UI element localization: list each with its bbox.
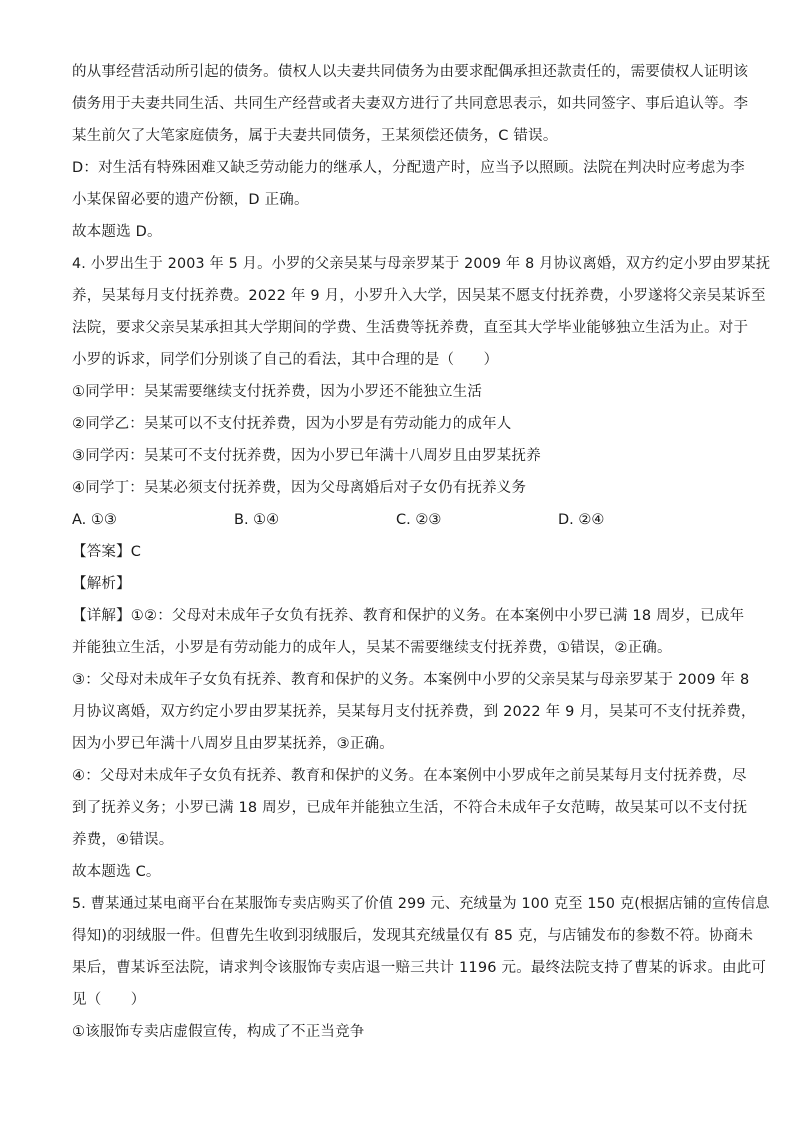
q4-analysis-line: 养费，④错误。 (72, 832, 174, 848)
q5-stem: 得知)的羽绒服一件。但曹先生收到羽绒服后，发现其充绒量仅有 85 克，与店铺发布的参数不符。协商未 (72, 928, 754, 944)
text-line: 小某保留必要的遗产份额，D 正确。 (72, 192, 309, 208)
text-line: 债务用于夫妻共同生活、共同生产经营或者夫妻双方进行了共同意思表示，如共同签字、事后追认等。李 (72, 96, 749, 112)
q4-analysis-line: 【详解】①②：父母对未成年子女负有抚养、教育和保护的义务。在本案例中小罗已满 18 周岁，已成年 (72, 608, 745, 624)
q4-stem: 养，吴某每月支付抚养费。2022 年 9 月，小罗升入大学，因吴某不愿支付抚养费，小罗遂将父亲吴某诉至 (72, 288, 766, 304)
q4-stem: 法院，要求父亲吴某承担其大学期间的学费、生活费等抚养费，直至其大学毕业能够独立生活为止。对于 (72, 320, 749, 336)
q4-analysis-line: 月协议离婚，双方约定小罗由罗某抚养，吴某每月支付抚养费，到 2022 年 9 月，吴某可不支付抚养费， (72, 704, 756, 720)
q4-analysis-line: 因为小罗已年满十八周岁且由罗某抚养，③正确。 (72, 736, 394, 752)
q4-analysis-title: 【解析】 (72, 576, 131, 592)
q4-analysis-line: ④：父母对未成年子女负有抚养、教育和保护的义务。在本案例中小罗成年之前吴某每月支付抚养费，尽 (72, 768, 747, 784)
q5-stem: 果后，曹某诉至法院，请求判令该服饰专卖店退一赔三共计 1196 元。最终法院支持了曹某的诉求。由此可 (72, 960, 767, 976)
q5-stem: 见（ ） (72, 992, 146, 1008)
q5-statement: ①该服饰专卖店虚假宣传，构成了不正当竞争 (72, 1024, 365, 1040)
q4-statement: ①同学甲：吴某需要继续支付抚养费，因为小罗还不能独立生活 (72, 384, 483, 400)
text-line: 某生前欠了大笔家庭债务，属于夫妻共同债务，王某须偿还债务，C 错误。 (72, 128, 558, 144)
q4-statement: ②同学乙：吴某可以不支付抚养费，因为小罗是有劳动能力的成年人 (72, 416, 512, 432)
q4-option-a: A. ①③ (72, 512, 117, 528)
q4-statement: ③同学丙：吴某可不支付抚养费，因为小罗已年满十八周岁且由罗某抚养 (72, 448, 541, 464)
conclusion-line: 故本题选 D。 (72, 224, 162, 240)
q4-conclusion: 故本题选 C。 (72, 864, 161, 880)
q4-option-c: C. ②③ (396, 512, 442, 528)
q4-option-d: D. ②④ (558, 512, 605, 528)
q4-stem: 4. 小罗出生于 2003 年 5 月。小罗的父亲吴某与母亲罗某于 2009 年 8 月协议离婚，双方约定小罗由罗某抚 (72, 256, 771, 272)
q4-stem: 小罗的诉求，同学们分别谈了自己的看法，其中合理的是（ ） (72, 352, 499, 368)
q4-analysis-line: 到了抚养义务；小罗已满 18 周岁，已成年并能独立生活，不符合未成年子女范畴，故吴某可以不支付抚 (72, 800, 748, 816)
q4-answer: 【答案】C (72, 544, 142, 560)
q4-analysis-line: 并能独立生活，小罗是有劳动能力的成年人，吴某不需要继续支付抚养费，①错误，②正确。 (72, 640, 672, 656)
q4-statement: ④同学丁：吴某必须支付抚养费，因为父母离婚后对子女仍有抚养义务 (72, 480, 527, 496)
text-line: 的从事经营活动所引起的债务。债权人以夫妻共同债务为由要求配偶承担还款责任的，需要债权人证明该 (72, 64, 749, 80)
q4-analysis-line: ③：父母对未成年子女负有抚养、教育和保护的义务。本案例中小罗的父亲吴某与母亲罗某于 2009 年 8 (72, 672, 750, 688)
q5-stem: 5. 曹某通过某电商平台在某服饰专卖店购买了价值 299 元、充绒量为 100 克至 150 克(根据店铺的宣传信息 (72, 896, 770, 912)
text-line: D：对生活有特殊困难又缺乏劳动能力的继承人，分配遗产时，应当予以照顾。法院在判决时应考虑为李 (72, 160, 745, 176)
q4-option-b: B. ①④ (234, 512, 280, 528)
